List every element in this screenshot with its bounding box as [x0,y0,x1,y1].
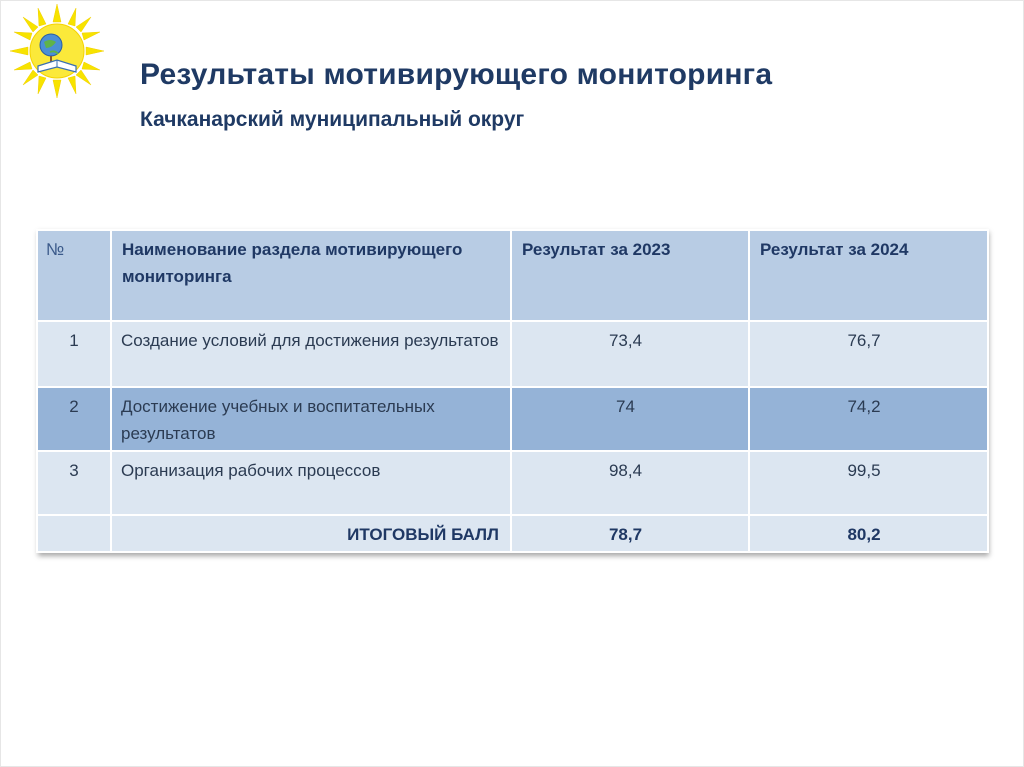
total-result-2024: 80,2 [749,515,988,552]
table-row [37,451,988,515]
table-total-row [37,515,988,552]
row-num: 2 [37,387,111,451]
header-num: № [37,230,111,321]
sun-globe-book-logo-icon [8,2,106,100]
slide-subtitle: Качканарский муниципальный округ [140,108,525,131]
header-result-2023: Результат за 2023 [511,230,749,321]
table-header-row [37,230,988,321]
row-result-2024: 74,2 [749,387,988,451]
header-section-name: Наименование раздела мотивирующего мониторинга [111,230,511,321]
table-row [37,321,988,387]
table-row [37,387,988,451]
row-num: 3 [37,451,111,515]
row-result-2023: 73,4 [511,321,749,387]
total-empty-cell [37,515,111,552]
total-result-2023: 78,7 [511,515,749,552]
row-section-name: Организация рабочих процессов [111,451,511,515]
results-table-container [36,229,987,553]
header-result-2024: Результат за 2024 [749,230,988,321]
row-section-name: Создание условий для достижения результатов [111,321,511,387]
row-result-2023: 98,4 [511,451,749,515]
total-label: ИТОГОВЫЙ БАЛЛ [111,515,511,552]
row-result-2023: 74 [511,387,749,451]
row-result-2024: 99,5 [749,451,988,515]
row-result-2024: 76,7 [749,321,988,387]
results-table [36,229,989,553]
row-section-name: Достижение учебных и воспитательных результатов [111,387,511,451]
slide-title: Результаты мотивирующего мониторинга [140,58,773,91]
row-num: 1 [37,321,111,387]
